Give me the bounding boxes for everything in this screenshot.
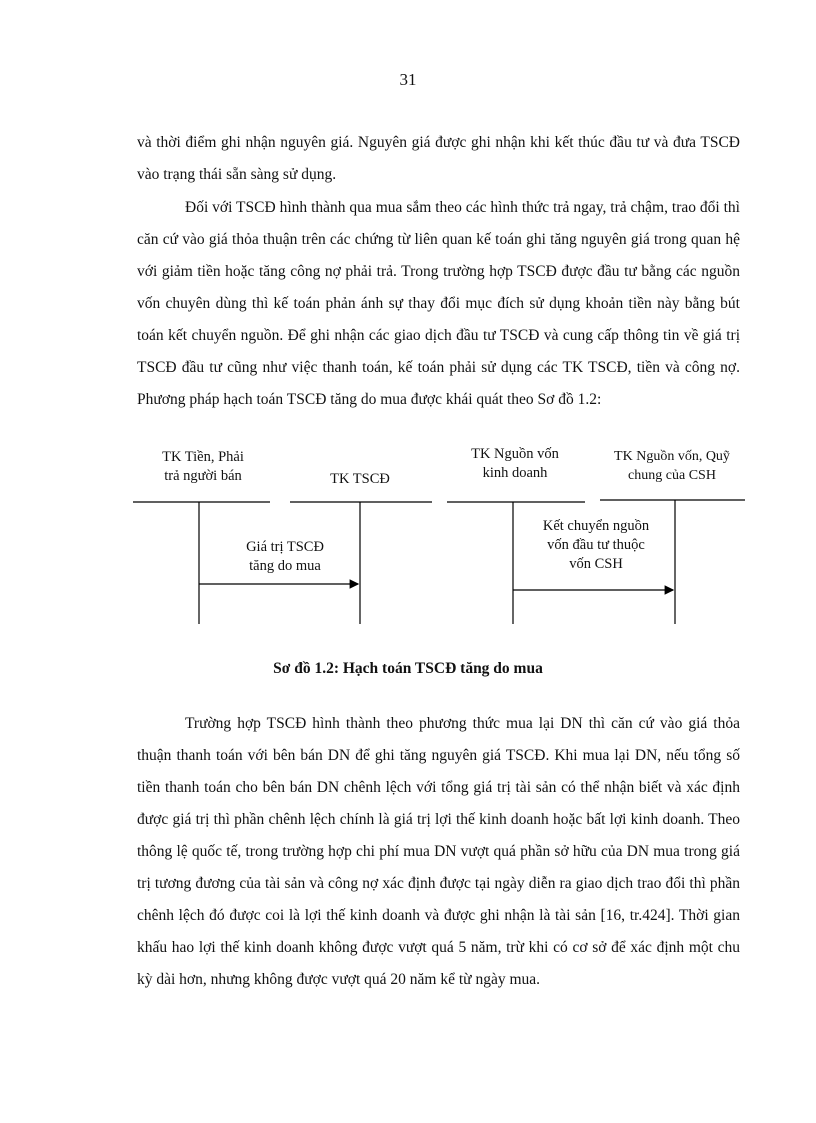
label-flow-kc-line1: Kết chuyển nguồn [542, 518, 650, 534]
paragraph-1: và thời điểm ghi nhận nguyên giá. Nguyên giá được ghi nhận khi kết thúc đầu tư và đưa TSCĐ vào trạng thái sẵn sàng sử dụng. [137, 134, 740, 183]
accounting-diagram [0, 440, 816, 630]
diagram-caption: Sơ đồ 1.2: Hạch toán TSCĐ tăng do mua [273, 660, 543, 677]
label-tk-tscd [300, 470, 420, 489]
label-tk-nguon-quy [596, 447, 748, 485]
label-tk-nguon-kd [445, 445, 585, 483]
label-tk-tscd-text: TK TSCĐ [330, 471, 390, 487]
label-tk-nguon-kd-line1: TK Nguồn vốn [471, 446, 559, 462]
label-tk-nguon-kd-line2: kinh doanh [482, 465, 548, 481]
label-tk-nguon-quy-line1: TK Nguồn vốn, Quỹ [614, 449, 730, 464]
label-flow-kc-line3: vốn CSH [569, 556, 623, 572]
paragraph-2: Đối với TSCĐ hình thành qua mua sắm theo các hình thức trả ngay, trả chậm, trao đổi thì căn cứ vào giá thỏa thuận trên các chứng từ liên quan kế toán ghi tăng nguyên giá trong quan hệ với giảm tiền hoặc tăng công nợ phải trả. Trong trường hợp TSCĐ được đầu tư bằng các nguồn vốn chuyên dùng thì kế toán phản ánh sự thay đổi mục đích sử dụng khoản tiền này bằng bút toán kết chuyển nguồn. Để ghi nhận các giao dịch đầu tư TSCĐ và cung cấp thông tin về giá trị TSCĐ đầu tư cũng như việc thanh toán, kế toán phải sử dụng các TK TSCĐ, tiền và công nợ. Phương pháp hạch toán TSCĐ tăng do mua được khái quát theo Sơ đồ 1.2: [137, 199, 740, 408]
label-tk-tien-line2: trả người bán [164, 468, 242, 484]
label-tk-nguon-quy-line2: chung của CSH [628, 468, 716, 483]
label-tk-tien [133, 448, 273, 486]
paragraph-3: Trường hợp TSCĐ hình thành theo phương thức mua lại DN thì căn cứ vào giá thỏa thuận thanh toán với bên bán DN để ghi tăng nguyên giá TSCĐ. Khi mua lại DN, nếu tổng số tiền thanh toán cho bên bán DN chênh lệch với tổng giá trị tài sản có thể nhận biết và xác định được giá trị thì phần chênh lệch chính là giá trị lợi thế kinh doanh hoặc bất lợi kinh doanh. Theo thông lệ quốc tế, trong trường hợp chi phí mua DN vượt quá phần sở hữu của DN mua trong giá trị tương đương của tài sản và công nợ xác định được tại ngày diễn ra giao dịch trao đổi thì phần chênh lệch đó được coi là lợi thế kinh doanh và được ghi nhận là tài sản [16, tr.424]. Thời gian khấu hao lợi thế kinh doanh không được vượt quá 5 năm, trừ khi có cơ sở để xác định một chu kỳ dài hơn, nhưng không được vượt quá 20 năm kể từ ngày mua. [137, 715, 740, 988]
page-number: 31 [399, 70, 417, 89]
label-flow-mua-line1: Giá trị TSCĐ [246, 539, 324, 555]
label-flow-mua [215, 538, 355, 576]
label-flow-ket-chuyen [518, 517, 674, 574]
label-flow-mua-line2: tăng do mua [249, 558, 321, 574]
label-flow-kc-line2: vốn đầu tư thuộc [547, 537, 645, 553]
label-tk-tien-line1: TK Tiền, Phải [162, 449, 244, 465]
